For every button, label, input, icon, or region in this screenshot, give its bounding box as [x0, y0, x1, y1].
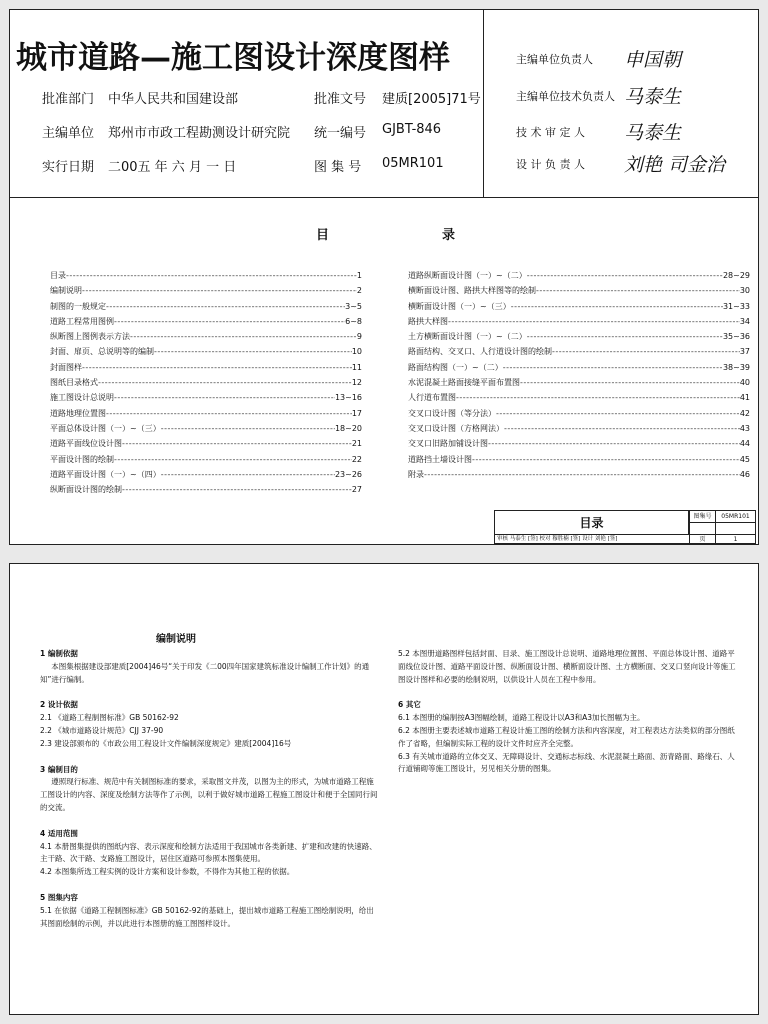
- toc-entry: [408, 421, 750, 436]
- signature-row: [516, 82, 756, 110]
- toc-leader-dashes: [161, 467, 335, 482]
- signature-row: [516, 45, 756, 73]
- toc-leader-dashes: [552, 344, 740, 359]
- toc-entry-page: 2: [356, 286, 362, 296]
- toc-entry-title: 道路纵断面设计图（一）~（二）: [408, 271, 527, 280]
- toc-leader-dashes: [130, 329, 357, 344]
- toc-entry-page: 27: [351, 485, 362, 495]
- toc-leader-dashes: [472, 452, 740, 467]
- toc-entry: [408, 390, 750, 405]
- toc-entry-title: 封面、扉页、总说明等的编制: [50, 347, 154, 357]
- toc-entry: [50, 344, 362, 359]
- toc-entry-title: 路面结构图（一）~（二）: [408, 362, 503, 372]
- page-cell: [715, 523, 755, 535]
- toc-leader-dashes: [424, 467, 740, 482]
- toc-entry: [408, 344, 750, 359]
- toc-leader-dashes: [114, 390, 335, 405]
- explanation-right-column: [398, 648, 738, 776]
- toc-entry: [50, 467, 362, 482]
- toc-entry-page: 12: [351, 378, 362, 388]
- toc-entry-title: 纵断图上图例表示方法: [50, 332, 130, 342]
- toc-entry-page: 37: [739, 347, 750, 357]
- toc-entry: [408, 467, 750, 482]
- toc-entry-title: 横断面设计图（一）~（三）: [408, 301, 511, 311]
- info-value: 05MR101: [382, 156, 444, 171]
- header-info-panel: [10, 10, 484, 198]
- info-key: 主编单位: [42, 126, 95, 141]
- explanation-left-column: [40, 648, 380, 930]
- toc-entry-page: 11: [351, 362, 362, 372]
- handwritten-signature: 马泰生: [624, 122, 682, 144]
- body-text: 4.2 本图集所选工程实例的设计方案和设计参数，不得作为其他工程的依据。: [40, 867, 295, 877]
- info-row-approval: [10, 88, 484, 118]
- body-text: 5.2 本图册道路图样包括封面、目录、施工图设计总说明、道路地理位置图、平面总体设计图、道路平面线位设计图、道路平面设计图、纵断面设计图、横断面设计图、土方横断面、交叉口竖向设计等施工图设计图样和必要的绘制说明，以供设计人员在工程中参用。: [398, 649, 736, 684]
- info-value: GJBT-846: [382, 122, 442, 137]
- toc-leader-dashes: [122, 482, 352, 497]
- toc-entry: [408, 375, 750, 390]
- toc-entry-title: 横断面设计图、路拱大样图等的绘制: [408, 286, 536, 296]
- body-text: 2.2 《城市道路设计规范》CJJ 37-90: [40, 725, 164, 735]
- toc-entry-title: 交叉口旧路加铺设计图: [408, 439, 488, 449]
- toc-right-column: [408, 268, 750, 482]
- atlas-number: 05MR101: [715, 511, 755, 523]
- body-text: 6.3 有关城市道路的立体交叉、无障碍设计、交通标志标线、水泥混凝土路面、沥青路面、路缘石、人行道铺砌等施工图设计，另见相关分册的图集。: [398, 751, 735, 774]
- page-label: 页: [689, 535, 715, 545]
- toc-entry-page: 18~20: [334, 423, 362, 433]
- body-text: 6.1 本图册的编制按A3图幅绘制，道路工程设计以A3和A3加长图幅为主。: [398, 713, 645, 723]
- toc-leader-dashes: [448, 314, 740, 329]
- body-text: 遵照现行标准、规范中有关制图标准的要求，采取图文并茂，以图为主的形式，为城市道路工程施工图设计的内容、深度及绘制方法等作了示例，以利于做好城市道路工程施工图设计和便于全国同行间的交流。: [40, 777, 378, 812]
- toc-heading-left: 目: [316, 228, 330, 243]
- title-block-roles: 审核 马泰生 [签] 校对 穆胜楠 [签] 设计 刘艳 [签]: [497, 536, 618, 542]
- toc-leader-dashes: [456, 390, 740, 405]
- toc-entry: [50, 360, 362, 375]
- handwritten-signature: 刘艳 司金治: [624, 154, 726, 176]
- toc-entry-title: 附录: [408, 469, 424, 479]
- toc-entry-title: 道路地理位置图: [50, 408, 106, 418]
- toc-leader-dashes: [106, 406, 352, 421]
- toc-entry-title: 人行道布置图: [408, 393, 456, 403]
- toc-leader-dashes: [504, 421, 740, 436]
- handwritten-signature: 申国朝: [624, 49, 682, 71]
- info-value: 中华人民共和国建设部: [108, 92, 239, 107]
- catalog-sheet: [9, 9, 759, 545]
- info-key: 实行日期: [42, 160, 95, 175]
- info-row-date: [10, 156, 484, 186]
- explanation-sheet: [9, 563, 759, 1015]
- toc-entry-page: 31~33: [722, 301, 750, 311]
- toc-entry: [408, 283, 750, 298]
- toc-entry: [50, 406, 362, 421]
- signature-label: 技 术 审 定 人: [516, 126, 585, 139]
- toc-entry-page: 22: [351, 454, 362, 464]
- body-text: 5.1 在依据《道路工程制图标准》GB 50162-92的基础上，提出城市道路工程施工图绘制说明，给出其图面绘制的示例，并以此进行本图册的施工图图样设计。: [40, 905, 374, 928]
- info-value: 二00五 年 六 月 一 日: [108, 160, 237, 175]
- toc-entry-page: 3~5: [345, 301, 362, 311]
- section-heading: 6 其它: [398, 700, 421, 710]
- toc-entry: [408, 329, 750, 344]
- toc-entry-title: 图纸目录格式: [50, 378, 98, 388]
- toc-entry-page: 6~8: [345, 316, 362, 326]
- info-key: 图 集 号: [314, 160, 362, 175]
- toc-entry-page: 38~39: [722, 362, 750, 372]
- toc-entry-title: 封面图样: [50, 362, 82, 372]
- info-row-editor: [10, 122, 484, 152]
- toc-entry-page: 13~16: [334, 393, 362, 403]
- toc-left-column: [50, 268, 362, 497]
- signature-label: 设 计 负 责 人: [516, 158, 585, 171]
- explanation-title: 编制说明: [156, 634, 196, 645]
- section-heading: 3 编制目的: [40, 764, 78, 774]
- toc-leader-dashes: [503, 360, 723, 375]
- toc-entry-title: 平面设计图的绘制: [50, 454, 114, 464]
- toc-entry-title: 道路工程常用图例: [50, 316, 114, 326]
- toc-entry: [50, 314, 362, 329]
- toc-entry-title: 路拱大样图: [408, 316, 448, 326]
- section-heading: 4 适用范围: [40, 828, 78, 838]
- toc-entry: [408, 452, 750, 467]
- toc-entry-page: 45: [739, 454, 750, 464]
- toc-entry-title: 土方横断面设计图（一）~（二）: [408, 332, 527, 342]
- toc-entry-title: 目录: [50, 271, 66, 280]
- toc-entry-title: 交叉口设计图（等分法）: [408, 408, 496, 418]
- atlas-title: 城市道路—施工图设计深度图样: [16, 40, 450, 76]
- toc-leader-dashes: [114, 452, 352, 467]
- toc-entry-page: 30: [739, 286, 750, 296]
- toc-leader-dashes: [66, 268, 357, 283]
- section-heading: 5 图集内容: [40, 892, 78, 902]
- toc-leader-dashes: [106, 299, 345, 314]
- toc-entry-page: 40: [739, 378, 750, 388]
- toc-entry: [408, 406, 750, 421]
- toc-leader-dashes: [496, 406, 740, 421]
- toc-entry-page: 35~36: [722, 332, 750, 342]
- toc-leader-dashes: [488, 436, 740, 451]
- body-text: 6.2 本图册主要表述城市道路工程设计施工图的绘制方法和内容深度，对工程表达方法类似的部分图纸作了省略，但编制实际工程的设计文件时应齐全完整。: [398, 725, 735, 748]
- toc-leader-dashes: [536, 283, 740, 298]
- signature-label: 主编单位负责人: [516, 53, 593, 66]
- toc-entry-title: 编制说明: [50, 286, 82, 296]
- toc-entry-page: 44: [739, 439, 750, 449]
- toc-heading-right: 录: [442, 228, 456, 243]
- toc-leader-dashes: [82, 360, 352, 375]
- title-block-name: 目录: [495, 511, 689, 535]
- signature-row: [516, 150, 756, 178]
- toc-entry-page: 17: [351, 408, 362, 418]
- toc-entry-page: 1: [356, 271, 362, 280]
- signature-row: [516, 118, 756, 146]
- info-key: 批准文号: [314, 92, 367, 107]
- title-block: [494, 510, 756, 544]
- toc-entry: [408, 436, 750, 451]
- info-value: 建质[2005]71号: [382, 92, 481, 107]
- section-heading: 2 设计依据: [40, 700, 78, 710]
- body-text: 4.1 本册图集提供的图纸内容、表示深度和绘制方法适用于我国城市各类新建、扩建和改建的快速路、主干路、次干路、支路施工图设计，居住区道路可参照本图集使用。: [40, 841, 377, 864]
- toc-entry-page: 28~29: [722, 271, 750, 280]
- toc-leader-dashes: [161, 421, 335, 436]
- toc-entry: [50, 299, 362, 314]
- toc-entry: [50, 421, 362, 436]
- toc-leader-dashes: [82, 283, 357, 298]
- toc-entry: [408, 360, 750, 375]
- toc-leader-dashes: [122, 436, 352, 451]
- toc-entry-page: 10: [351, 347, 362, 357]
- toc-entry-title: 交叉口设计图（方格网法）: [408, 423, 504, 433]
- toc-entry-page: 34: [739, 316, 750, 326]
- toc-entry: [408, 314, 750, 329]
- toc-leader-dashes: [154, 344, 352, 359]
- toc-entry: [50, 452, 362, 467]
- toc-entry: [408, 299, 750, 314]
- atlas-label: 图集号: [689, 511, 715, 523]
- toc-leader-dashes: [511, 299, 723, 314]
- toc-leader-dashes: [520, 375, 740, 390]
- page-number: 1: [715, 535, 755, 545]
- toc-entry: [50, 436, 362, 451]
- toc-entry-page: 41: [739, 393, 750, 403]
- toc-entry-title: 纵断面设计图的绘制: [50, 485, 122, 495]
- toc-entry-title: 道路平面线位设计图: [50, 439, 122, 449]
- toc-leader-dashes: [527, 329, 723, 344]
- toc-entry-page: 21: [351, 439, 362, 449]
- toc-entry-title: 道路平面设计图（一）~（四）: [50, 469, 161, 479]
- toc-leader-dashes: [114, 314, 345, 329]
- body-text: 本图集根据建设部建质[2004]46号“关于印发《二00四年国家建筑标准设计编制工作计划》的通知”进行编制。: [40, 661, 370, 684]
- info-value: 郑州市市政工程勘测设计研究院: [108, 126, 291, 141]
- toc-entry: [50, 283, 362, 298]
- page-label: [689, 523, 715, 535]
- toc-entry-page: 9: [356, 332, 362, 342]
- info-key: 统一编号: [314, 126, 367, 141]
- toc-entry-title: 水泥混凝土路面接缝平面布置图: [408, 378, 520, 388]
- toc-entry-page: 23~26: [334, 469, 362, 479]
- toc-entry: [50, 375, 362, 390]
- toc-entry-page: 42: [739, 408, 750, 418]
- toc-entry: [50, 329, 362, 344]
- toc-entry: [50, 482, 362, 497]
- toc-leader-dashes: [98, 375, 352, 390]
- handwritten-signature: 马泰生: [624, 86, 682, 108]
- toc-entry-page: 46: [739, 469, 750, 479]
- toc-entry-title: 道路挡土墙设计图: [408, 454, 472, 464]
- section-heading: 1 编制依据: [40, 649, 78, 658]
- toc-entry: [50, 390, 362, 405]
- signature-label: 主编单位技术负责人: [516, 90, 615, 103]
- toc-entry: [50, 268, 362, 283]
- body-text: 2.1 《道路工程制图标准》GB 50162-92: [40, 713, 179, 723]
- toc-entry-page: 43: [739, 423, 750, 433]
- info-key: 批准部门: [42, 92, 95, 107]
- toc-leader-dashes: [527, 268, 723, 283]
- toc-entry-title: 平面总体设计图（一）~（三）: [50, 423, 161, 433]
- body-text: 2.3 建设部颁布的《市政公用工程设计文件编制深度规定》建质[2004]16号: [40, 738, 292, 748]
- signature-panel: [484, 10, 758, 198]
- toc-entry-title: 路面结构、交叉口、人行道设计图的绘制: [408, 347, 552, 357]
- toc-entry-title: 施工图设计总说明: [50, 393, 114, 403]
- toc-entry-title: 制图的一般规定: [50, 301, 106, 311]
- toc-entry: [408, 268, 750, 283]
